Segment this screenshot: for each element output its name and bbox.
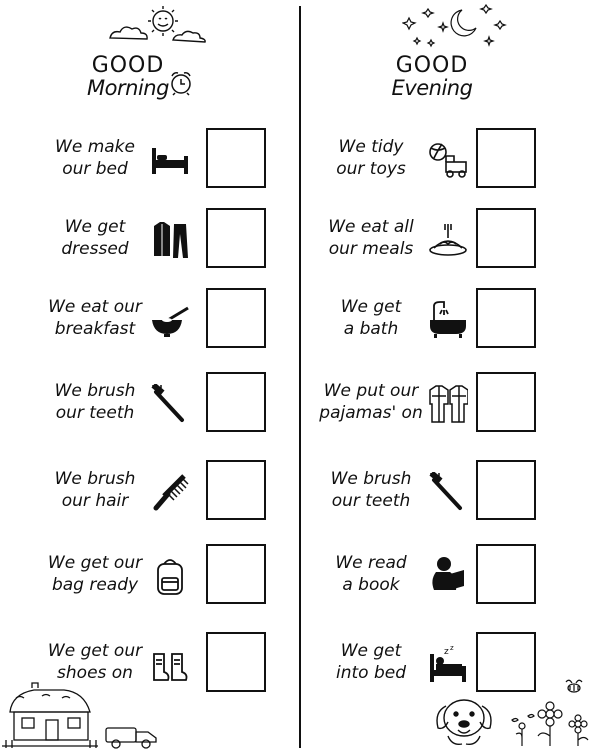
task-checkbox[interactable]: [206, 460, 266, 520]
task-row: [46, 128, 270, 188]
task-label-line: We read: [335, 553, 407, 573]
task-label: [318, 552, 424, 596]
task-label-line: our teeth: [55, 403, 135, 423]
task-label-line: We brush: [54, 381, 136, 401]
good-heading: GOOD: [91, 53, 165, 78]
task-label: [318, 136, 424, 180]
task-checkbox[interactable]: [476, 208, 536, 268]
task-label: [46, 136, 144, 180]
task-checkbox[interactable]: [206, 372, 266, 432]
task-label-line: a book: [342, 575, 400, 595]
task-row: [318, 460, 572, 520]
task-label-line: our meals: [328, 239, 414, 259]
task-row: [318, 632, 572, 692]
task-row: [46, 460, 270, 520]
task-label: [318, 468, 424, 512]
shoes-icon: [150, 644, 190, 684]
task-label-line: We brush: [330, 469, 412, 489]
pajamas-icon: [428, 384, 468, 424]
task-label-line: We get: [64, 217, 126, 237]
task-label: [318, 380, 424, 424]
task-label-line: We get our: [47, 641, 143, 661]
task-row: [46, 632, 270, 692]
task-checkbox[interactable]: [206, 632, 266, 692]
task-row: [46, 544, 270, 604]
task-row: [318, 544, 572, 604]
sleeping-icon: [428, 644, 468, 684]
toothbrush-icon: [150, 384, 190, 424]
task-label-line: We make: [55, 137, 135, 157]
task-label-line: breakfast: [54, 319, 136, 339]
reading-child-icon: [428, 556, 468, 596]
task-label-line: We get: [340, 641, 402, 661]
task-label-line: We get: [340, 297, 402, 317]
task-label-line: dressed: [61, 239, 129, 259]
task-checkbox[interactable]: [206, 128, 266, 188]
task-label-line: We get our: [47, 553, 143, 573]
comb-icon: [150, 472, 190, 512]
good-heading: GOOD: [395, 53, 469, 78]
task-label-line: our teeth: [331, 491, 411, 511]
evening-routine-column: [302, 0, 600, 750]
task-row: [46, 372, 270, 432]
toothbrush-icon: [428, 472, 468, 512]
morning-title: [68, 55, 188, 99]
clothes-icon: [150, 220, 190, 260]
bowl-icon: [150, 300, 190, 340]
task-label-line: a bath: [343, 319, 399, 339]
task-checkbox[interactable]: [476, 128, 536, 188]
task-label: [318, 216, 424, 260]
svg-text:z: z: [450, 644, 454, 652]
morning-heading: Morning: [87, 76, 169, 100]
task-label: [46, 216, 144, 260]
task-label-line: We put our: [323, 381, 419, 401]
task-label: [318, 296, 424, 340]
task-checkbox[interactable]: [206, 544, 266, 604]
task-label-line: We brush: [54, 469, 136, 489]
task-checkbox[interactable]: [476, 544, 536, 604]
task-row: [318, 372, 572, 432]
task-row: [46, 288, 270, 348]
task-checkbox[interactable]: [476, 460, 536, 520]
task-label: [46, 552, 144, 596]
task-label-line: our toys: [336, 159, 406, 179]
task-label: [46, 296, 144, 340]
task-checkbox[interactable]: [476, 372, 536, 432]
task-label-line: We eat our: [48, 297, 142, 317]
task-label-line: our bed: [62, 159, 128, 179]
task-row: [46, 208, 270, 268]
backpack-icon: [150, 556, 190, 596]
task-label-line: We eat all: [328, 217, 414, 237]
task-label-line: into bed: [335, 663, 406, 683]
task-label: [46, 640, 144, 684]
task-row: [318, 288, 572, 348]
task-row: [318, 128, 572, 188]
task-checkbox[interactable]: [206, 208, 266, 268]
task-checkbox[interactable]: [476, 288, 536, 348]
meal-icon: [428, 220, 468, 260]
task-label: [46, 468, 144, 512]
bathtub-icon: [428, 300, 468, 340]
svg-text:z: z: [444, 647, 449, 657]
bed-icon: [150, 140, 190, 180]
task-label-line: shoes on: [57, 663, 133, 683]
task-label-line: bag ready: [51, 575, 139, 595]
evening-title: [372, 55, 492, 99]
task-label: [46, 380, 144, 424]
task-label-line: We tidy: [338, 137, 404, 157]
task-row: [318, 208, 572, 268]
evening-heading: Evening: [391, 76, 473, 100]
toys-icon: [428, 140, 468, 180]
task-label-line: pajamas' on: [319, 403, 423, 423]
task-label-line: our hair: [61, 491, 129, 511]
task-checkbox[interactable]: [476, 632, 536, 692]
task-label: [318, 640, 424, 684]
task-checkbox[interactable]: [206, 288, 266, 348]
